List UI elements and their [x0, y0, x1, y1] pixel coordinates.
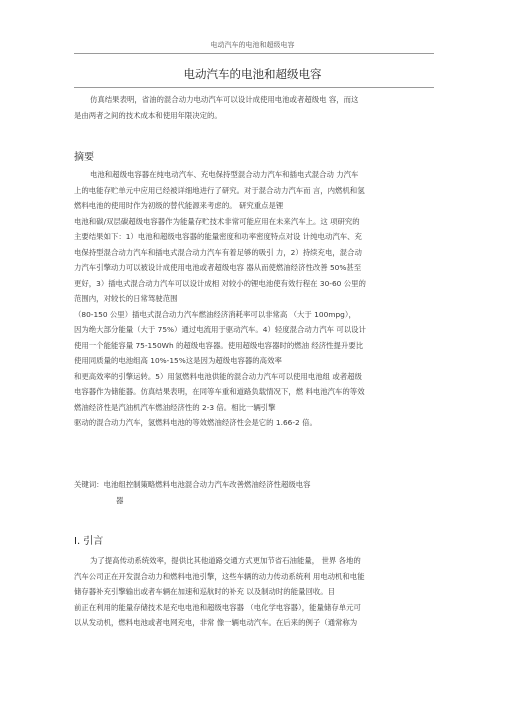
text-line: 储存器补充引擎输出或者车辆在加速和巡航时的补充 以及制动时的能量回收。目	[74, 587, 336, 596]
keywords-line: 关键词：电池组控制策略燃料电池混合动力汽车改善燃油经济性超级电容	[74, 480, 311, 489]
text-line: 驱动的混合动力汽车，氢燃料电池的等效燃油经济性会是它的 1.66-2 倍。	[74, 418, 317, 427]
header-divider	[74, 53, 434, 54]
text-line: 电池和超级电容器在纯电动汽车、充电保持型混合动力汽车和插电式混合动 力汽车	[90, 170, 359, 179]
text-line: 范围内，对较长的日常驾驶范围	[74, 294, 178, 303]
text-line: 更好，3）插电式混合动力汽车可以设计成相 对较小的锂电池使有效行程在 30-60 公里的	[74, 278, 366, 288]
text-line: 电池和碳/双层碳超级电容器作为能量存贮技术非常可能应用在未来汽车上。这 项研究的	[74, 216, 360, 226]
text-line: （80-150 公里）插电式混合动力汽车燃油经济消耗率可以非常高 （大于 100mpg），	[74, 309, 356, 319]
abstract-heading: 摘要	[74, 152, 94, 163]
running-header: 电动汽车的电池和超级电容	[210, 41, 295, 49]
introduction-paragraph	[74, 553, 436, 631]
text-line: 电容器作为储能器。仿真结果表明，在同等车重和道路负载情况下，燃 料电池汽车的等效	[74, 387, 365, 396]
text-line: 前正在利用的能量存储技术是充电电池和超级电容器 （电化学电容器），能量储存单元可	[74, 602, 361, 612]
section-heading-introduction: I. 引言	[74, 536, 104, 547]
text-line: 使用一个能能容量 75-150Wh 的超级电容器。使用超级电容器时的燃油 经济性提升要比	[74, 340, 364, 350]
keywords-paragraph	[74, 477, 436, 508]
text-line: 和更高效率的引擎运转。5）用氢燃料电池供能的混合动力汽车可以使用电池组 或者超级	[74, 371, 362, 381]
abstract-paragraph	[74, 167, 436, 431]
text-line: 电保持型混合动力汽车和插电式混合动力汽车有着足够的吸引 力，2）持续充电，混合动	[74, 247, 362, 257]
text-line: 因为绝大部分能量（大于 75%）通过电流用于驱动汽车。4）轻度混合动力汽车 可以设计	[74, 325, 366, 334]
text-line: 汽车公司正在开发混合动力和燃料电池引擎，这些车辆的动力传动系统利 用电动机和电能	[74, 571, 365, 581]
text-line: 以从发动机，燃料电池或者电网充电，非常 像一辆电动汽车。在后来的例子（通常称为	[74, 618, 358, 627]
text-line: 力汽车引擎动力可以被设计成使用电池或者超级电容 器从而使燃油经济性改善 50%甚至	[74, 263, 362, 272]
text-line: 上的电能存贮单元中应用已经被详细地进行了研究。对于混合动力汽车而 言，内燃机和氢	[74, 185, 365, 195]
document-title: 电动汽车的电池和超级电容	[183, 67, 322, 81]
keywords-line: 器	[116, 495, 124, 505]
text-line: 为了提高传动系统效率，提供比其他道路交通方式更加节省石油能量， 世界 各地的	[90, 556, 361, 565]
text-line: 主要结果如下：1）电池和超级电容器的能量密度和功率密度特点对设 计纯电动汽车、充	[74, 232, 362, 241]
intro-paragraph	[74, 92, 436, 123]
title-divider	[74, 87, 434, 88]
text-line: 使用同质量的电池组高 10%-15%这是因为超级电容器的高效率	[74, 356, 282, 365]
text-line: 燃料电池的使用时作为初级的替代能源来考虑的。 研究重点是锂	[74, 201, 284, 210]
text-line: 仿真结果表明，省油的混合动力电动汽车可以设计成使用电池或者超级电 容，而这	[90, 95, 359, 104]
text-line: 燃油经济性是汽油机汽车燃油经济性的 2-3 倍。相比一辆引擎	[74, 402, 276, 412]
text-line: 是由两者之间的技术成本和使用年限决定的。	[74, 110, 222, 120]
